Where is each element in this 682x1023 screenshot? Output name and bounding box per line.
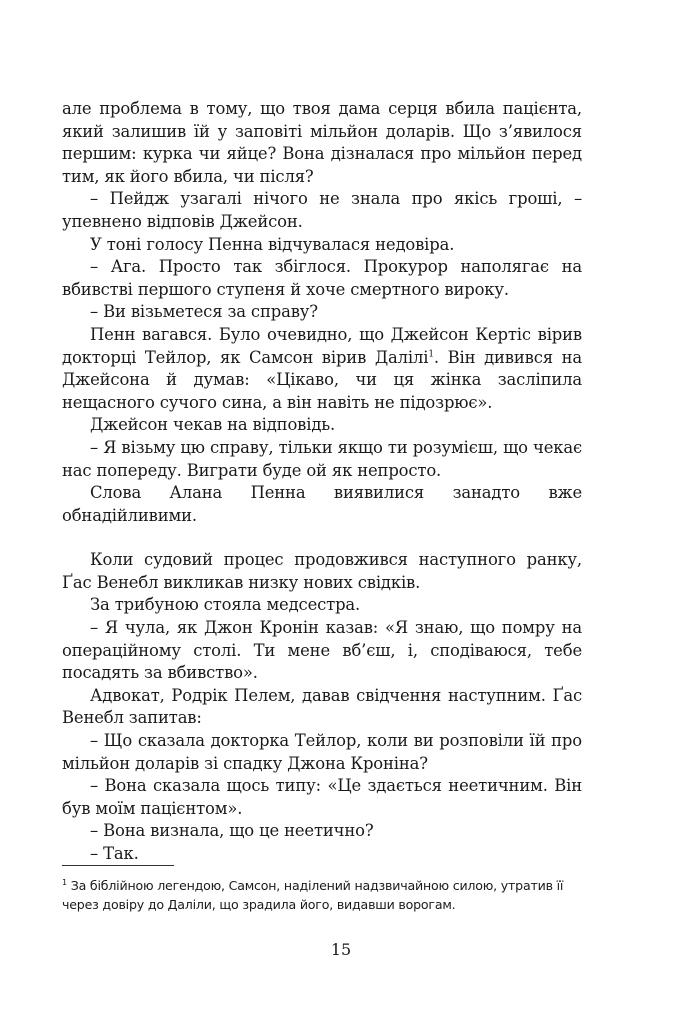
footnote-marker: 1 — [62, 877, 67, 887]
paragraph-narration: За трибуною стояла медсестра. — [90, 595, 361, 615]
paragraph-dialogue: – Що сказала докторка Тейлор, коли ви розповіли їй про мільйон доларів зі спадку Джона Кроніна? — [62, 731, 582, 773]
paragraph-narration: Джейсон чекав на відповідь. — [90, 415, 336, 435]
page-number: 15 — [330, 940, 352, 959]
section-break — [62, 527, 582, 549]
footnote — [62, 876, 582, 914]
paragraph-dialogue: – Ага. Просто так збіглося. Прокурор наполягає на вбивстві першого ступеня й хоче смертного вироку. — [62, 257, 582, 299]
page-body — [62, 98, 582, 866]
paragraph-narration: Пенн вагався. Було очевидно, що Джейсон Кертіс вірив докторці Тейлор, як Самсон вірив Далілі$^1$. Він дивився на Джейсона й думав: «Цікаво, чи ця жінка засліпила нещасного сучого сина, а він навіть не підозрює». — [62, 324, 582, 412]
paragraph-narration: У тоні голосу Пенна відчувалася недовіра. — [90, 234, 455, 254]
paragraph-dialogue: – Так. — [90, 844, 139, 863]
paragraph-dialogue: – Я чула, як Джон Кронін казав: «Я знаю, що помру на операційному столі. Ти мене вб’єш, і, сподіваюся, тебе посадять за вбивство». — [62, 618, 582, 683]
paragraph-continuation: але проблема в тому, що твоя дама серця вбила пацієнта, який залишив їй у заповіті мільйон доларів. Що з’явилося першим: курка чи яйце? Вона дізналася про мільйон перед тим, як його вбила, чи після? — [62, 99, 582, 186]
paragraph-narration: Адвокат, Родрік Пелем, давав свідчення наступним. Ґас Венебл запитав: — [62, 685, 582, 728]
footnote-divider — [62, 865, 174, 866]
paragraph-narration: Коли судовий процес продовжився наступного ранку, Ґас Венебл викликав низку нових свідків. — [62, 550, 582, 592]
paragraph-dialogue: – Вона визнала, що це неетично? — [90, 821, 374, 841]
paragraph-dialogue: – Пейдж узагалі нічого не знала про якісь гроші, – упевнено відповів Джейсон. — [62, 189, 582, 231]
footnote-text: За біблійною легендою, Самсон, наділений надзвичайною силою, утратив її через довіру до Даліли, що зрадила його, видавши ворогам. — [62, 878, 564, 912]
paragraph-dialogue: – Я візьму цю справу, тільки якщо ти розумієш, що чекає нас попереду. Виграти буде ой як непросто. — [62, 437, 582, 480]
footnote-reference[interactable]: 1 — [428, 349, 434, 360]
paragraph-dialogue: – Вона сказала щось типу: «Це здається неетичним. Він був моїм пацієнтом». — [62, 776, 582, 818]
paragraph-narration: Слова Алана Пенна виявилися занадто вже обнадійливими. — [62, 483, 582, 525]
paragraph-dialogue: – Ви візьметеся за справу? — [90, 302, 318, 322]
